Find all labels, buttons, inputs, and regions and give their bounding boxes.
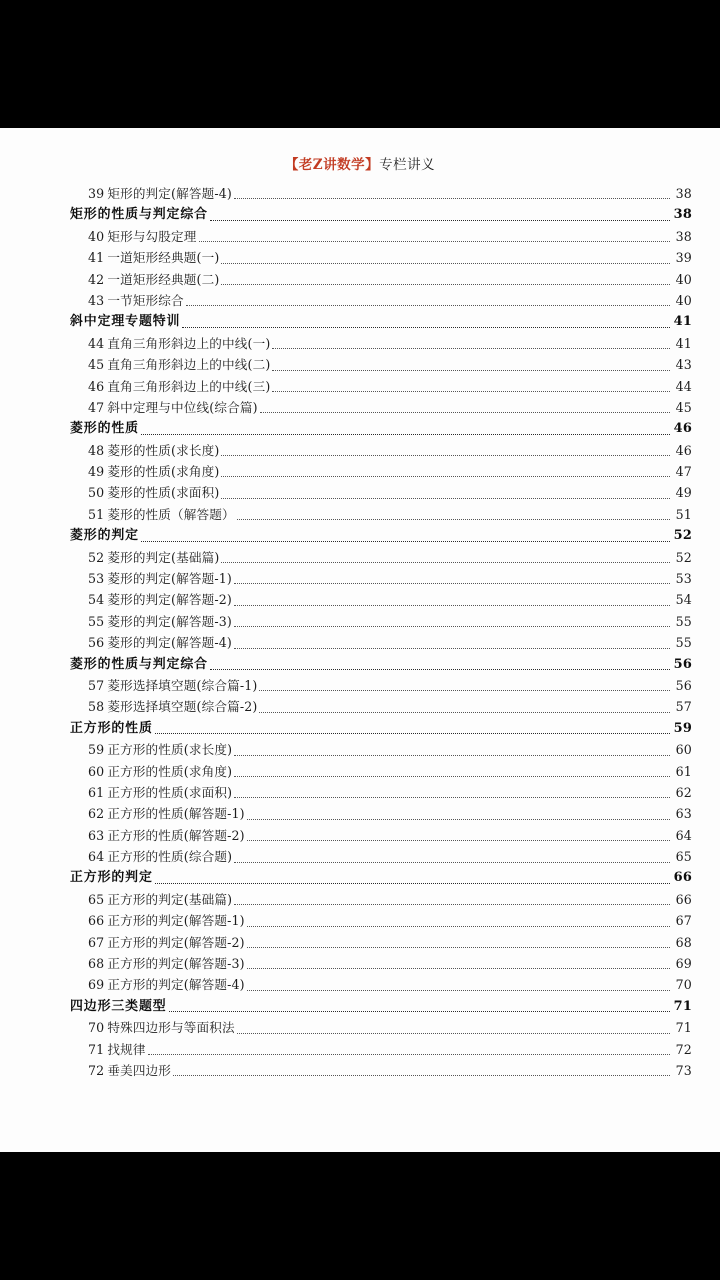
toc-page-number: 38: [673, 207, 692, 223]
toc-entry-title-text: 正方形的判定(解答题-1): [107, 913, 245, 929]
toc-entry-title-text: 直角三角形斜边上的中线(三): [107, 378, 271, 394]
toc-entry-number: 41: [88, 250, 105, 266]
toc-dot-leader: [199, 226, 670, 247]
toc-entry-title-text: 一道矩形经典题(一): [107, 250, 220, 266]
toc-page-number: 41: [673, 314, 692, 330]
toc-entry-number: 54: [88, 592, 105, 608]
toc-entry-title-text: 正方形的性质(解答题-1): [107, 806, 245, 822]
toc-section-row[interactable]: [70, 718, 692, 739]
toc-dot-leader: [234, 761, 670, 782]
toc-entry-title-text: 菱形的判定(解答题-4): [107, 635, 232, 651]
toc-dot-leader: [221, 482, 670, 503]
toc-entry-number: 56: [88, 635, 105, 651]
toc-entry-title-text: 一道矩形经典题(二): [107, 271, 220, 287]
toc-page-number: 40: [675, 292, 692, 308]
toc-entry-label: [88, 932, 247, 953]
toc-page-number: 46: [675, 442, 692, 458]
toc-entry-row[interactable]: [70, 440, 692, 461]
toc-entry-row[interactable]: [70, 589, 692, 610]
toc-page-number: 66: [675, 891, 692, 907]
toc-section-label: 菱形的性质与判定综合: [70, 656, 208, 672]
toc-page-number: 69: [675, 956, 692, 972]
toc-dot-leader: [221, 440, 670, 461]
toc-dot-leader: [141, 418, 670, 439]
toc-entry-label: [88, 461, 221, 482]
toc-entry-title-text: 菱形的性质(求面积): [107, 485, 220, 501]
toc-entry-title-text: 菱形选择填空题(综合篇-1): [107, 677, 258, 693]
toc-entry-label: [88, 825, 247, 846]
toc-page-number: 43: [675, 357, 692, 373]
toc-entry-label: [88, 782, 234, 803]
toc-entry-title-text: 直角三角形斜边上的中线(二): [107, 357, 271, 373]
toc-section-label: 四边形三类题型: [70, 998, 167, 1014]
toc-entry-row[interactable]: [70, 461, 692, 482]
toc-page-number: 45: [675, 399, 692, 415]
toc-entry-title-text: 菱形的性质（解答题）: [107, 506, 235, 522]
page-header-subtitle: 专栏讲义: [379, 157, 436, 173]
toc-entry-title-text: 正方形的性质(求角度): [107, 763, 233, 779]
toc-page-number: 67: [675, 913, 692, 929]
toc-entry-row[interactable]: [70, 889, 692, 910]
toc-dot-leader: [155, 718, 670, 739]
toc-entry-row[interactable]: [70, 504, 692, 525]
toc-entry-label: [88, 1017, 237, 1038]
toc-entry-title-text: 正方形的判定(基础篇): [107, 891, 233, 907]
toc-page-number: 56: [675, 677, 692, 693]
toc-page-number: 52: [673, 528, 692, 544]
toc-entry-number: 57: [88, 677, 105, 693]
toc-entry-label: [88, 397, 260, 418]
toc-dot-leader: [247, 974, 670, 995]
toc-entry-title-text: 菱形的判定(解答题-1): [107, 571, 232, 587]
toc-dot-leader: [259, 696, 670, 717]
toc-entry-row[interactable]: [70, 1017, 692, 1038]
toc-section-row[interactable]: [70, 654, 692, 675]
toc-entry-label: [88, 675, 259, 696]
toc-dot-leader: [234, 183, 670, 204]
toc-entry-label: [88, 547, 221, 568]
toc-entry-label: [88, 333, 272, 354]
toc-page-number: 66: [673, 870, 692, 886]
toc-entry-number: 72: [88, 1063, 105, 1078]
toc-page-number: 54: [675, 592, 692, 608]
toc-entry-row[interactable]: [70, 376, 692, 397]
toc-entry-row[interactable]: [70, 269, 692, 290]
toc-entry-number: 67: [88, 934, 105, 950]
toc-entry-number: 49: [88, 464, 105, 480]
toc-dot-leader: [247, 825, 670, 846]
toc-entry-number: 68: [88, 956, 105, 972]
toc-entry-row[interactable]: [70, 825, 692, 846]
toc-dot-leader: [234, 739, 670, 760]
toc-entry-title-text: 正方形的性质(解答题-2): [107, 827, 245, 843]
toc-entry-label: [88, 504, 237, 525]
toc-entry-label: [88, 761, 234, 782]
toc-dot-leader: [210, 204, 670, 225]
toc-page-number: 53: [675, 571, 692, 587]
toc-entry-row[interactable]: [70, 696, 692, 717]
toc-entry-title-text: 菱形的判定(基础篇): [107, 549, 220, 565]
toc-entry-title-text: 菱形选择填空题(综合篇-2): [107, 699, 258, 715]
toc-entry-label: [88, 290, 186, 311]
toc-entry-label: [88, 889, 234, 910]
toc-entry-label: [88, 953, 247, 974]
toc-entry-title-text: 菱形的性质(求长度): [107, 442, 220, 458]
toc-dot-leader: [221, 269, 670, 290]
toc-entry-number: 58: [88, 699, 105, 715]
toc-section-row[interactable]: [70, 204, 692, 225]
toc-entry-title-text: 正方形的判定(解答题-4): [107, 977, 245, 993]
toc-entry-number: 60: [88, 763, 105, 779]
toc-entry-number: 65: [88, 891, 105, 907]
toc-entry-number: 64: [88, 849, 105, 865]
toc-page-number: 71: [673, 998, 692, 1014]
toc-entry-label: [88, 910, 247, 931]
letterbox-top-bar: [0, 0, 720, 128]
page-header-brand: 【老Z讲数学】: [284, 157, 380, 173]
toc-entry-label: [88, 739, 234, 760]
toc-entry-row[interactable]: [70, 1039, 692, 1060]
toc-dot-leader: [237, 1017, 670, 1038]
toc-dot-leader: [247, 803, 670, 824]
toc-entry-title-text: 菱形的判定(解答题-2): [107, 592, 232, 608]
toc-page-number: 70: [675, 977, 692, 993]
toc-entry-row[interactable]: [70, 397, 692, 418]
toc-entry-row[interactable]: [70, 247, 692, 268]
toc-entry-title-text: 正方形的判定(解答题-3): [107, 956, 245, 972]
toc-entry-label: [88, 696, 259, 717]
toc-section-label: 正方形的判定: [70, 870, 153, 886]
toc-page-number: 65: [675, 849, 692, 865]
toc-section-row[interactable]: [70, 525, 692, 546]
toc-entry-number: 52: [88, 549, 105, 565]
toc-entry-number: 39: [88, 185, 105, 201]
toc-entry-label: [88, 568, 234, 589]
toc-entry-row[interactable]: [70, 547, 692, 568]
toc-dot-leader: [234, 782, 670, 803]
toc-entry-number: 46: [88, 378, 105, 394]
toc-entry-number: 70: [88, 1020, 105, 1036]
toc-entry-row[interactable]: [70, 910, 692, 931]
toc-entry-number: 55: [88, 613, 105, 629]
toc-entry-row[interactable]: [70, 1060, 692, 1081]
toc-entry-label: [88, 1060, 173, 1081]
toc-entry-row[interactable]: [70, 290, 692, 311]
toc-section-row[interactable]: [70, 311, 692, 332]
toc-section-label: 菱形的性质: [70, 421, 139, 437]
toc-dot-leader: [234, 846, 670, 867]
toc-entry-row[interactable]: [70, 333, 692, 354]
toc-dot-leader: [221, 247, 670, 268]
toc-entry-number: 44: [88, 335, 105, 351]
toc-page-number: 46: [673, 421, 692, 437]
toc-section-label: 矩形的性质与判定综合: [70, 207, 208, 223]
toc-entry-number: 40: [88, 228, 105, 244]
toc-dot-leader: [234, 611, 670, 632]
toc-dot-leader: [260, 397, 670, 418]
toc-entry-label: [88, 803, 247, 824]
toc-entry-row[interactable]: [70, 632, 692, 653]
toc-entry-label: [88, 440, 221, 461]
toc-entry-number: 63: [88, 827, 105, 843]
toc-page-number: 56: [673, 656, 692, 672]
toc-entry-number: 42: [88, 271, 105, 287]
toc-page-number: 60: [675, 742, 692, 758]
toc-entry-row[interactable]: [70, 226, 692, 247]
toc-page-number: 68: [675, 934, 692, 950]
toc-page-number: 52: [675, 549, 692, 565]
toc-dot-leader: [173, 1060, 670, 1081]
toc-page-number: 55: [675, 613, 692, 629]
toc-entry-title-text: 菱形的判定(解答题-3): [107, 613, 232, 629]
toc-entry-title-text: 一节矩形综合: [107, 292, 184, 308]
toc-section-row[interactable]: [70, 996, 692, 1017]
toc-dot-leader: [234, 889, 670, 910]
toc-entry-title-text: 直角三角形斜边上的中线(一): [107, 335, 271, 351]
toc-entry-title-text: 找规律: [107, 1041, 146, 1057]
toc-entry-row[interactable]: [70, 611, 692, 632]
toc-page-number: 40: [675, 271, 692, 287]
toc-entry-title-text: 正方形的性质(求面积): [107, 784, 233, 800]
toc-page-number: 39: [675, 250, 692, 266]
toc-entry-number: 45: [88, 357, 105, 373]
toc-entry-number: 48: [88, 442, 105, 458]
document-page: [0, 128, 720, 1152]
toc-entry-row[interactable]: [70, 803, 692, 824]
toc-page-number: 71: [675, 1020, 692, 1036]
toc-dot-leader: [169, 996, 670, 1017]
toc-section-row[interactable]: [70, 868, 692, 889]
toc-page-number: 55: [675, 635, 692, 651]
toc-dot-leader: [221, 461, 670, 482]
toc-page-number: 44: [675, 378, 692, 394]
page-header: [0, 156, 720, 174]
toc-entry-label: [88, 183, 234, 204]
toc-dot-leader: [247, 932, 670, 953]
toc-entry-title-text: 矩形的判定(解答题-4): [107, 185, 232, 201]
toc-entry-title-text: 特殊四边形与等面积法: [107, 1020, 235, 1036]
toc-section-label: 斜中定理专题特训: [70, 314, 181, 330]
toc-page-number: 49: [675, 485, 692, 501]
toc-entry-label: [88, 846, 234, 867]
toc-dot-leader: [234, 568, 670, 589]
toc-entry-label: [88, 376, 272, 397]
toc-section-row[interactable]: [70, 418, 692, 439]
toc-entry-row[interactable]: [70, 761, 692, 782]
toc-dot-leader: [237, 504, 670, 525]
toc-page-number: 38: [675, 185, 692, 201]
toc-entry-title-text: 菱形的性质(求角度): [107, 464, 220, 480]
letterbox-bottom-bar: [0, 1152, 720, 1280]
toc-entry-row[interactable]: [70, 568, 692, 589]
toc-entry-row[interactable]: [70, 675, 692, 696]
toc-entry-label: [88, 269, 221, 290]
toc-page-number: 63: [675, 806, 692, 822]
toc-entry-number: 43: [88, 292, 105, 308]
toc-dot-leader: [272, 376, 670, 397]
toc-entry-title-text: 矩形与勾股定理: [107, 228, 197, 244]
table-of-contents: [70, 183, 692, 1081]
toc-dot-leader: [210, 654, 670, 675]
toc-entry-number: 51: [88, 506, 105, 522]
toc-page-number: 41: [675, 335, 692, 351]
toc-entry-number: 50: [88, 485, 105, 501]
toc-page-number: 72: [675, 1041, 692, 1057]
toc-dot-leader: [221, 547, 670, 568]
toc-entry-number: 53: [88, 571, 105, 587]
toc-dot-leader: [148, 1039, 670, 1060]
toc-entry-row[interactable]: [70, 354, 692, 375]
toc-entry-number: 69: [88, 977, 105, 993]
toc-dot-leader: [234, 589, 670, 610]
toc-entry-row[interactable]: [70, 932, 692, 953]
toc-entry-row[interactable]: [70, 739, 692, 760]
toc-entry-label: [88, 482, 221, 503]
toc-entry-row[interactable]: [70, 782, 692, 803]
toc-page-number: 51: [675, 506, 692, 522]
toc-page-number: 73: [675, 1063, 692, 1078]
toc-page-number: 62: [675, 784, 692, 800]
toc-entry-label: [88, 589, 234, 610]
toc-dot-leader: [141, 525, 670, 546]
toc-entry-title-text: 垂美四边形: [107, 1063, 172, 1078]
toc-entry-label: [88, 354, 272, 375]
toc-page-number: 57: [675, 699, 692, 715]
toc-entry-number: 66: [88, 913, 105, 929]
toc-entry-number: 62: [88, 806, 105, 822]
toc-dot-leader: [186, 290, 670, 311]
toc-entry-row[interactable]: [70, 953, 692, 974]
toc-entry-number: 59: [88, 742, 105, 758]
toc-entry-number: 71: [88, 1041, 105, 1057]
toc-entry-label: [88, 611, 234, 632]
toc-page-number: 61: [675, 763, 692, 779]
toc-dot-leader: [259, 675, 670, 696]
toc-entry-label: [88, 974, 247, 995]
toc-entry-title-text: 正方形的性质(综合题): [107, 849, 233, 865]
toc-section-label: 正方形的性质: [70, 720, 153, 736]
toc-dot-leader: [182, 311, 670, 332]
toc-entry-row[interactable]: [70, 974, 692, 995]
toc-dot-leader: [272, 333, 670, 354]
toc-entry-label: [88, 226, 199, 247]
toc-page-number: 38: [675, 228, 692, 244]
toc-entry-row[interactable]: [70, 482, 692, 503]
toc-entry-label: [88, 632, 234, 653]
toc-entry-number: 47: [88, 399, 105, 415]
toc-dot-leader: [234, 632, 670, 653]
toc-section-label: 菱形的判定: [70, 528, 139, 544]
toc-page-number: 59: [673, 720, 692, 736]
toc-page-number: 64: [675, 827, 692, 843]
toc-entry-title-text: 正方形的性质(求长度): [107, 742, 233, 758]
toc-entry-title-text: 正方形的判定(解答题-2): [107, 934, 245, 950]
toc-page-number: 47: [675, 464, 692, 480]
toc-dot-leader: [155, 868, 670, 889]
toc-entry-row[interactable]: [70, 846, 692, 867]
toc-entry-title-text: 斜中定理与中位线(综合篇): [107, 399, 258, 415]
toc-entry-number: 61: [88, 784, 105, 800]
toc-dot-leader: [247, 910, 670, 931]
toc-entry-label: [88, 1039, 148, 1060]
toc-entry-row[interactable]: [70, 183, 692, 204]
toc-entry-label: [88, 247, 221, 268]
toc-dot-leader: [272, 354, 670, 375]
toc-dot-leader: [247, 953, 670, 974]
